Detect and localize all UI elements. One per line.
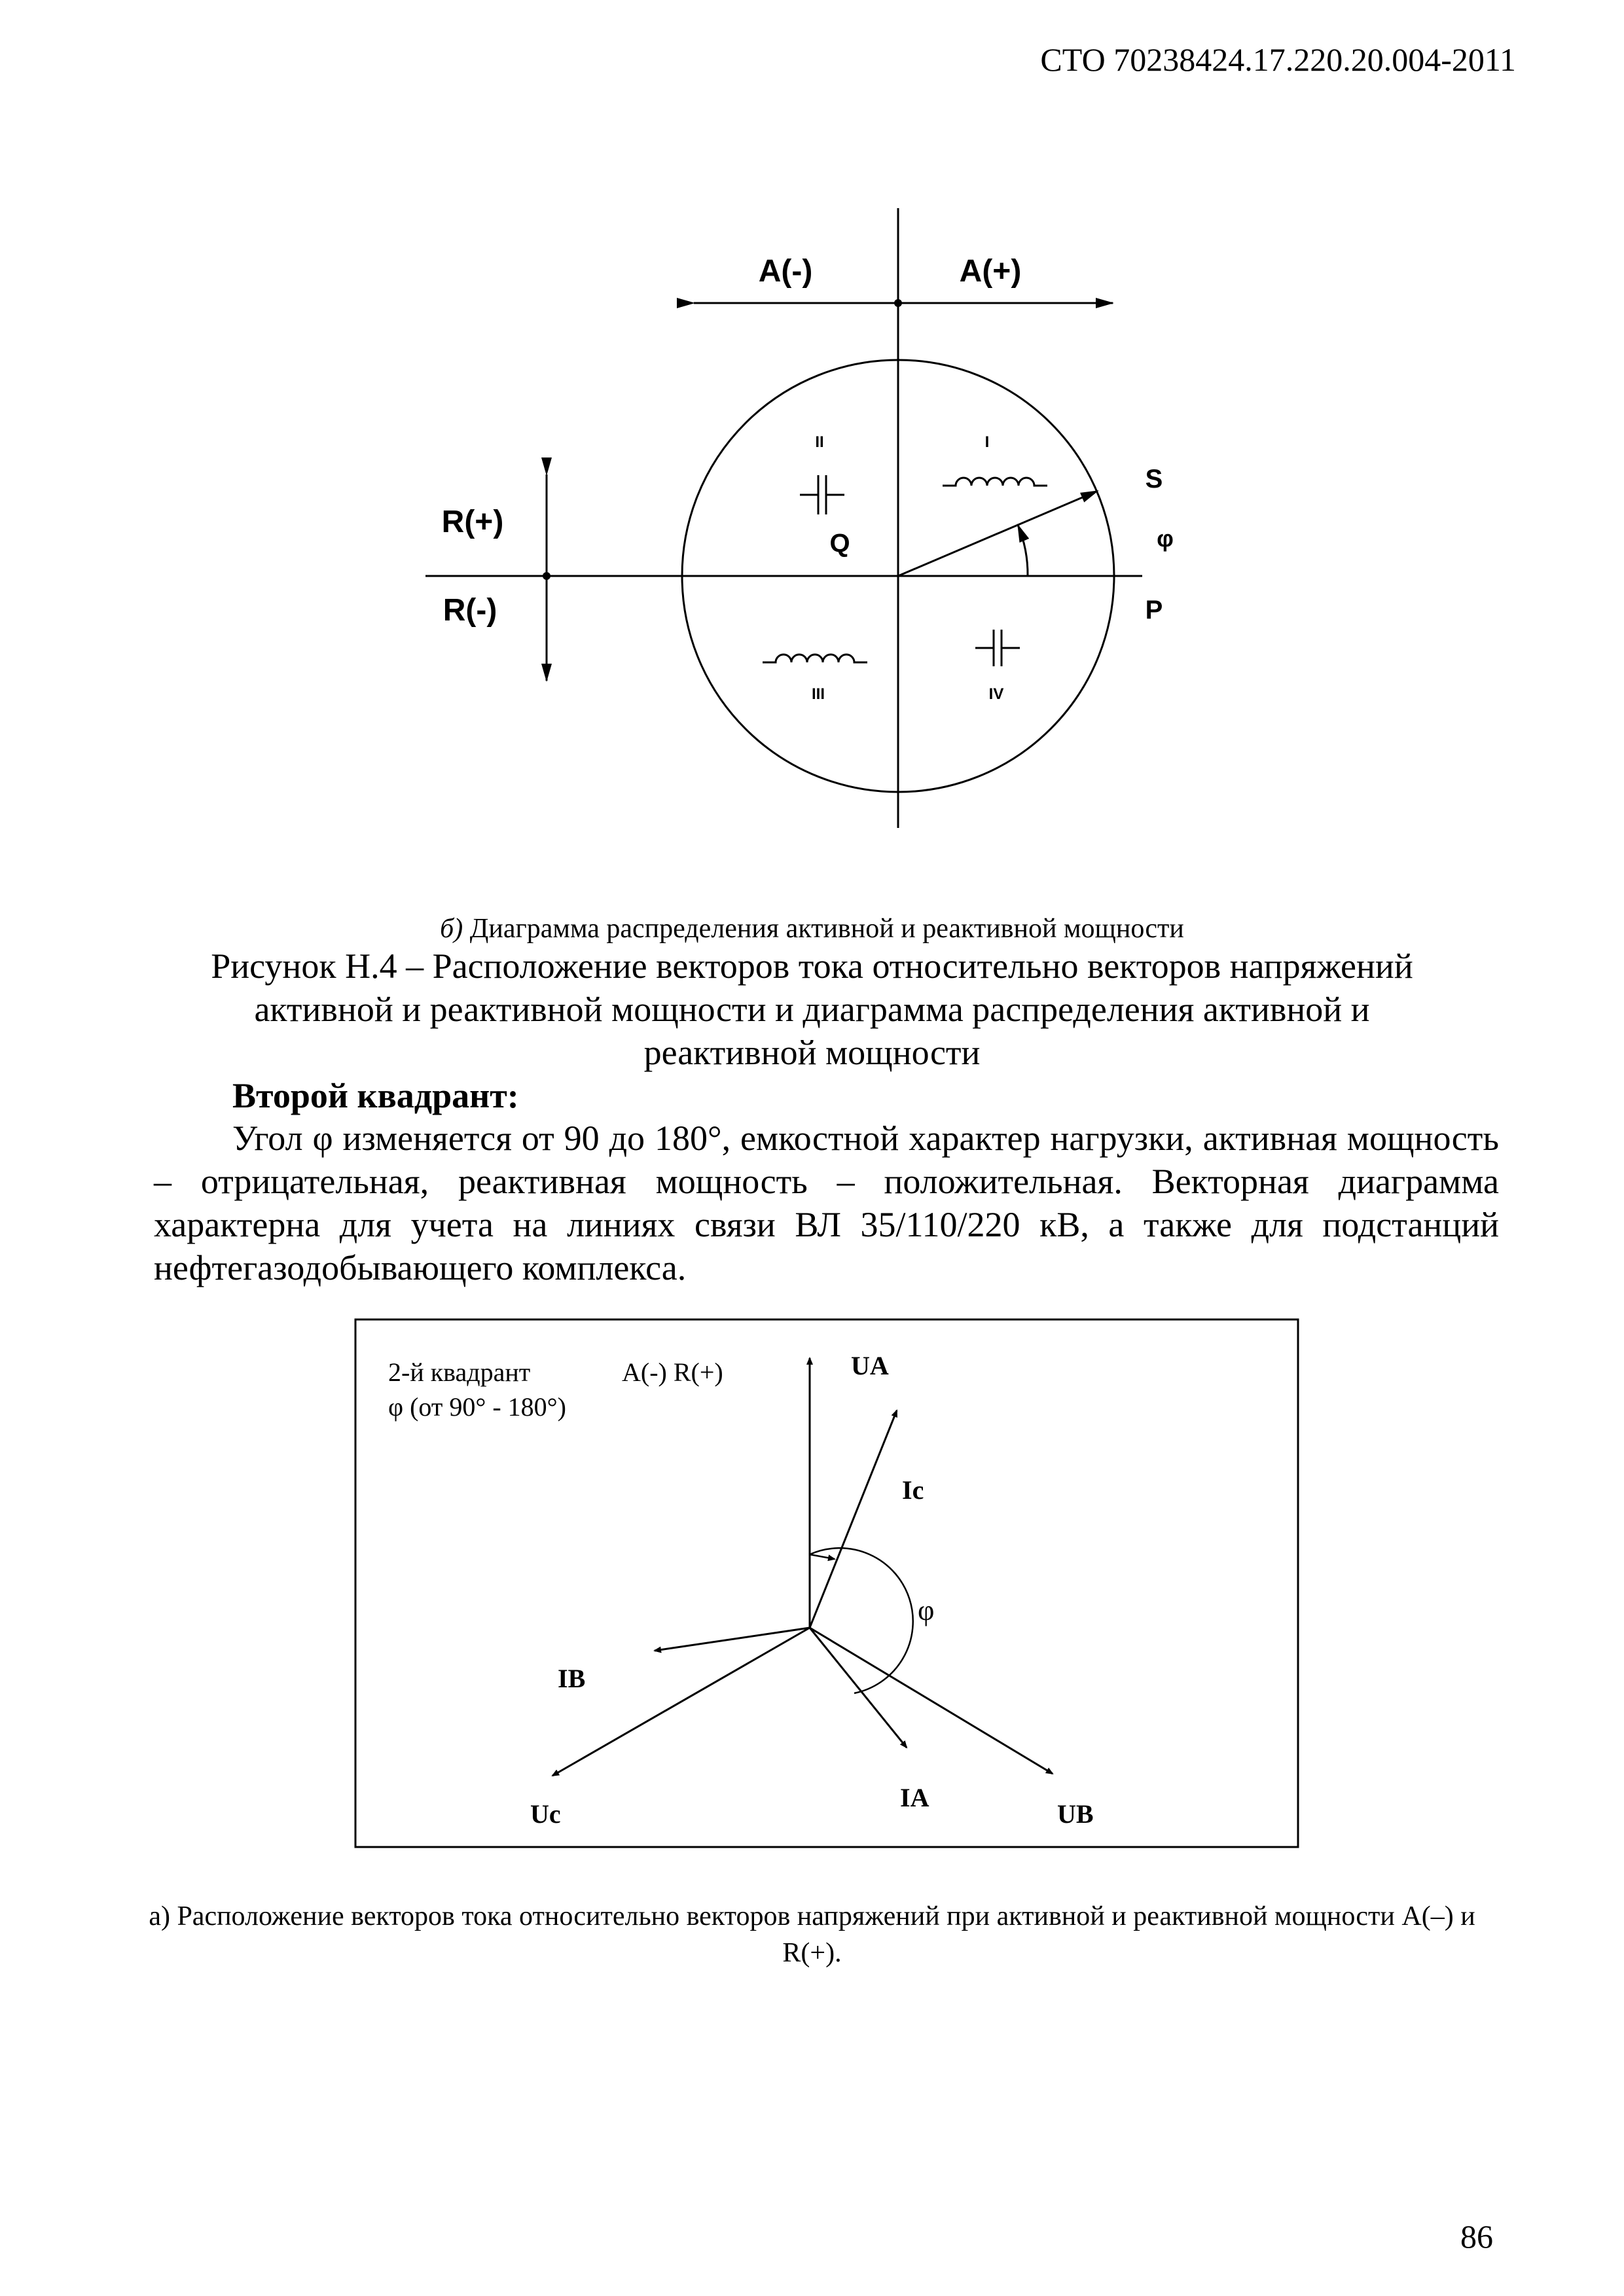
label-phi: φ (1157, 525, 1174, 552)
label-p: P (1145, 596, 1163, 624)
label-ua: UA (851, 1351, 889, 1380)
label-quadrant-2: II (815, 433, 824, 451)
capacitor-icon (975, 630, 1020, 666)
phi-range: φ (от 90° - 180°) (388, 1392, 566, 1422)
vector-ib (655, 1628, 810, 1651)
caption-text: Диаграмма распределения активной и реактивной мощности (469, 914, 1184, 944)
label-ib: IB (558, 1664, 586, 1693)
caption-prefix: б) (440, 914, 463, 944)
label-ic: Ic (902, 1475, 924, 1505)
label-r-minus: R(-) (442, 593, 497, 628)
body-paragraph (154, 1117, 1499, 1289)
label-phi-a: φ (918, 1594, 935, 1626)
capacitor-icon (800, 475, 844, 514)
label-quadrant-3: III (811, 685, 825, 703)
diagram-a-caption: а) Расположение векторов тока относительно векторов напряжений при активной и реактивной мощности А(–) и R(+). (149, 1901, 1475, 1968)
vector-diagram (355, 1319, 1298, 1847)
label-q: Q (829, 529, 850, 558)
label-s: S (1145, 465, 1163, 493)
inductor-icon (763, 655, 867, 662)
figure-title: Рисунок Н.4 – Расположение векторов тока относительно векторов напряжений активной и реактивной мощности и диаграмма распределения активной и реактивной мощности (211, 946, 1413, 1072)
vector-ia (810, 1628, 907, 1748)
section-heading: Второй квадрант: (232, 1076, 519, 1115)
label-r-plus: R(+) (441, 505, 504, 539)
vector-uc (552, 1628, 810, 1776)
label-quadrant-4: IV (988, 685, 1004, 703)
r-axis-dot (543, 572, 550, 580)
label-a-minus: A(-) (758, 254, 813, 289)
inductor-icon (943, 478, 1047, 486)
label-ia: IA (900, 1783, 929, 1812)
document-code: СТО 70238424.17.220.20.004-2011 (1040, 41, 1516, 78)
phi-arc (1018, 525, 1028, 576)
phi-arc (810, 1548, 913, 1693)
vector-ub (810, 1628, 1053, 1774)
page-number: 86 (1460, 2218, 1493, 2255)
paragraph-text: Угол φ изменяется от 90 до 180°, емкостной характер нагрузки, активная мощность – отрицательная, реактивная мощность – положительная. Векторная диаграмма характерна для учета на линиях связи ВЛ 35/110/220 кВ, а также для подстанций нефтегазодобывающего комплекса. (154, 1119, 1499, 1287)
label-uc: Uc (530, 1799, 561, 1829)
power-distribution-diagram (425, 208, 1174, 828)
quadrant-signs: A(-) R(+) (622, 1357, 723, 1387)
quadrant-title: 2-й квадрант (388, 1357, 531, 1387)
label-ub: UB (1057, 1799, 1094, 1829)
diagram-b-caption (0, 913, 1624, 944)
s-vector (898, 491, 1098, 576)
vector-ic (810, 1410, 897, 1628)
a-axis-dot (894, 299, 902, 307)
label-quadrant-1: I (984, 433, 990, 451)
label-a-plus: A(+) (959, 254, 1022, 289)
